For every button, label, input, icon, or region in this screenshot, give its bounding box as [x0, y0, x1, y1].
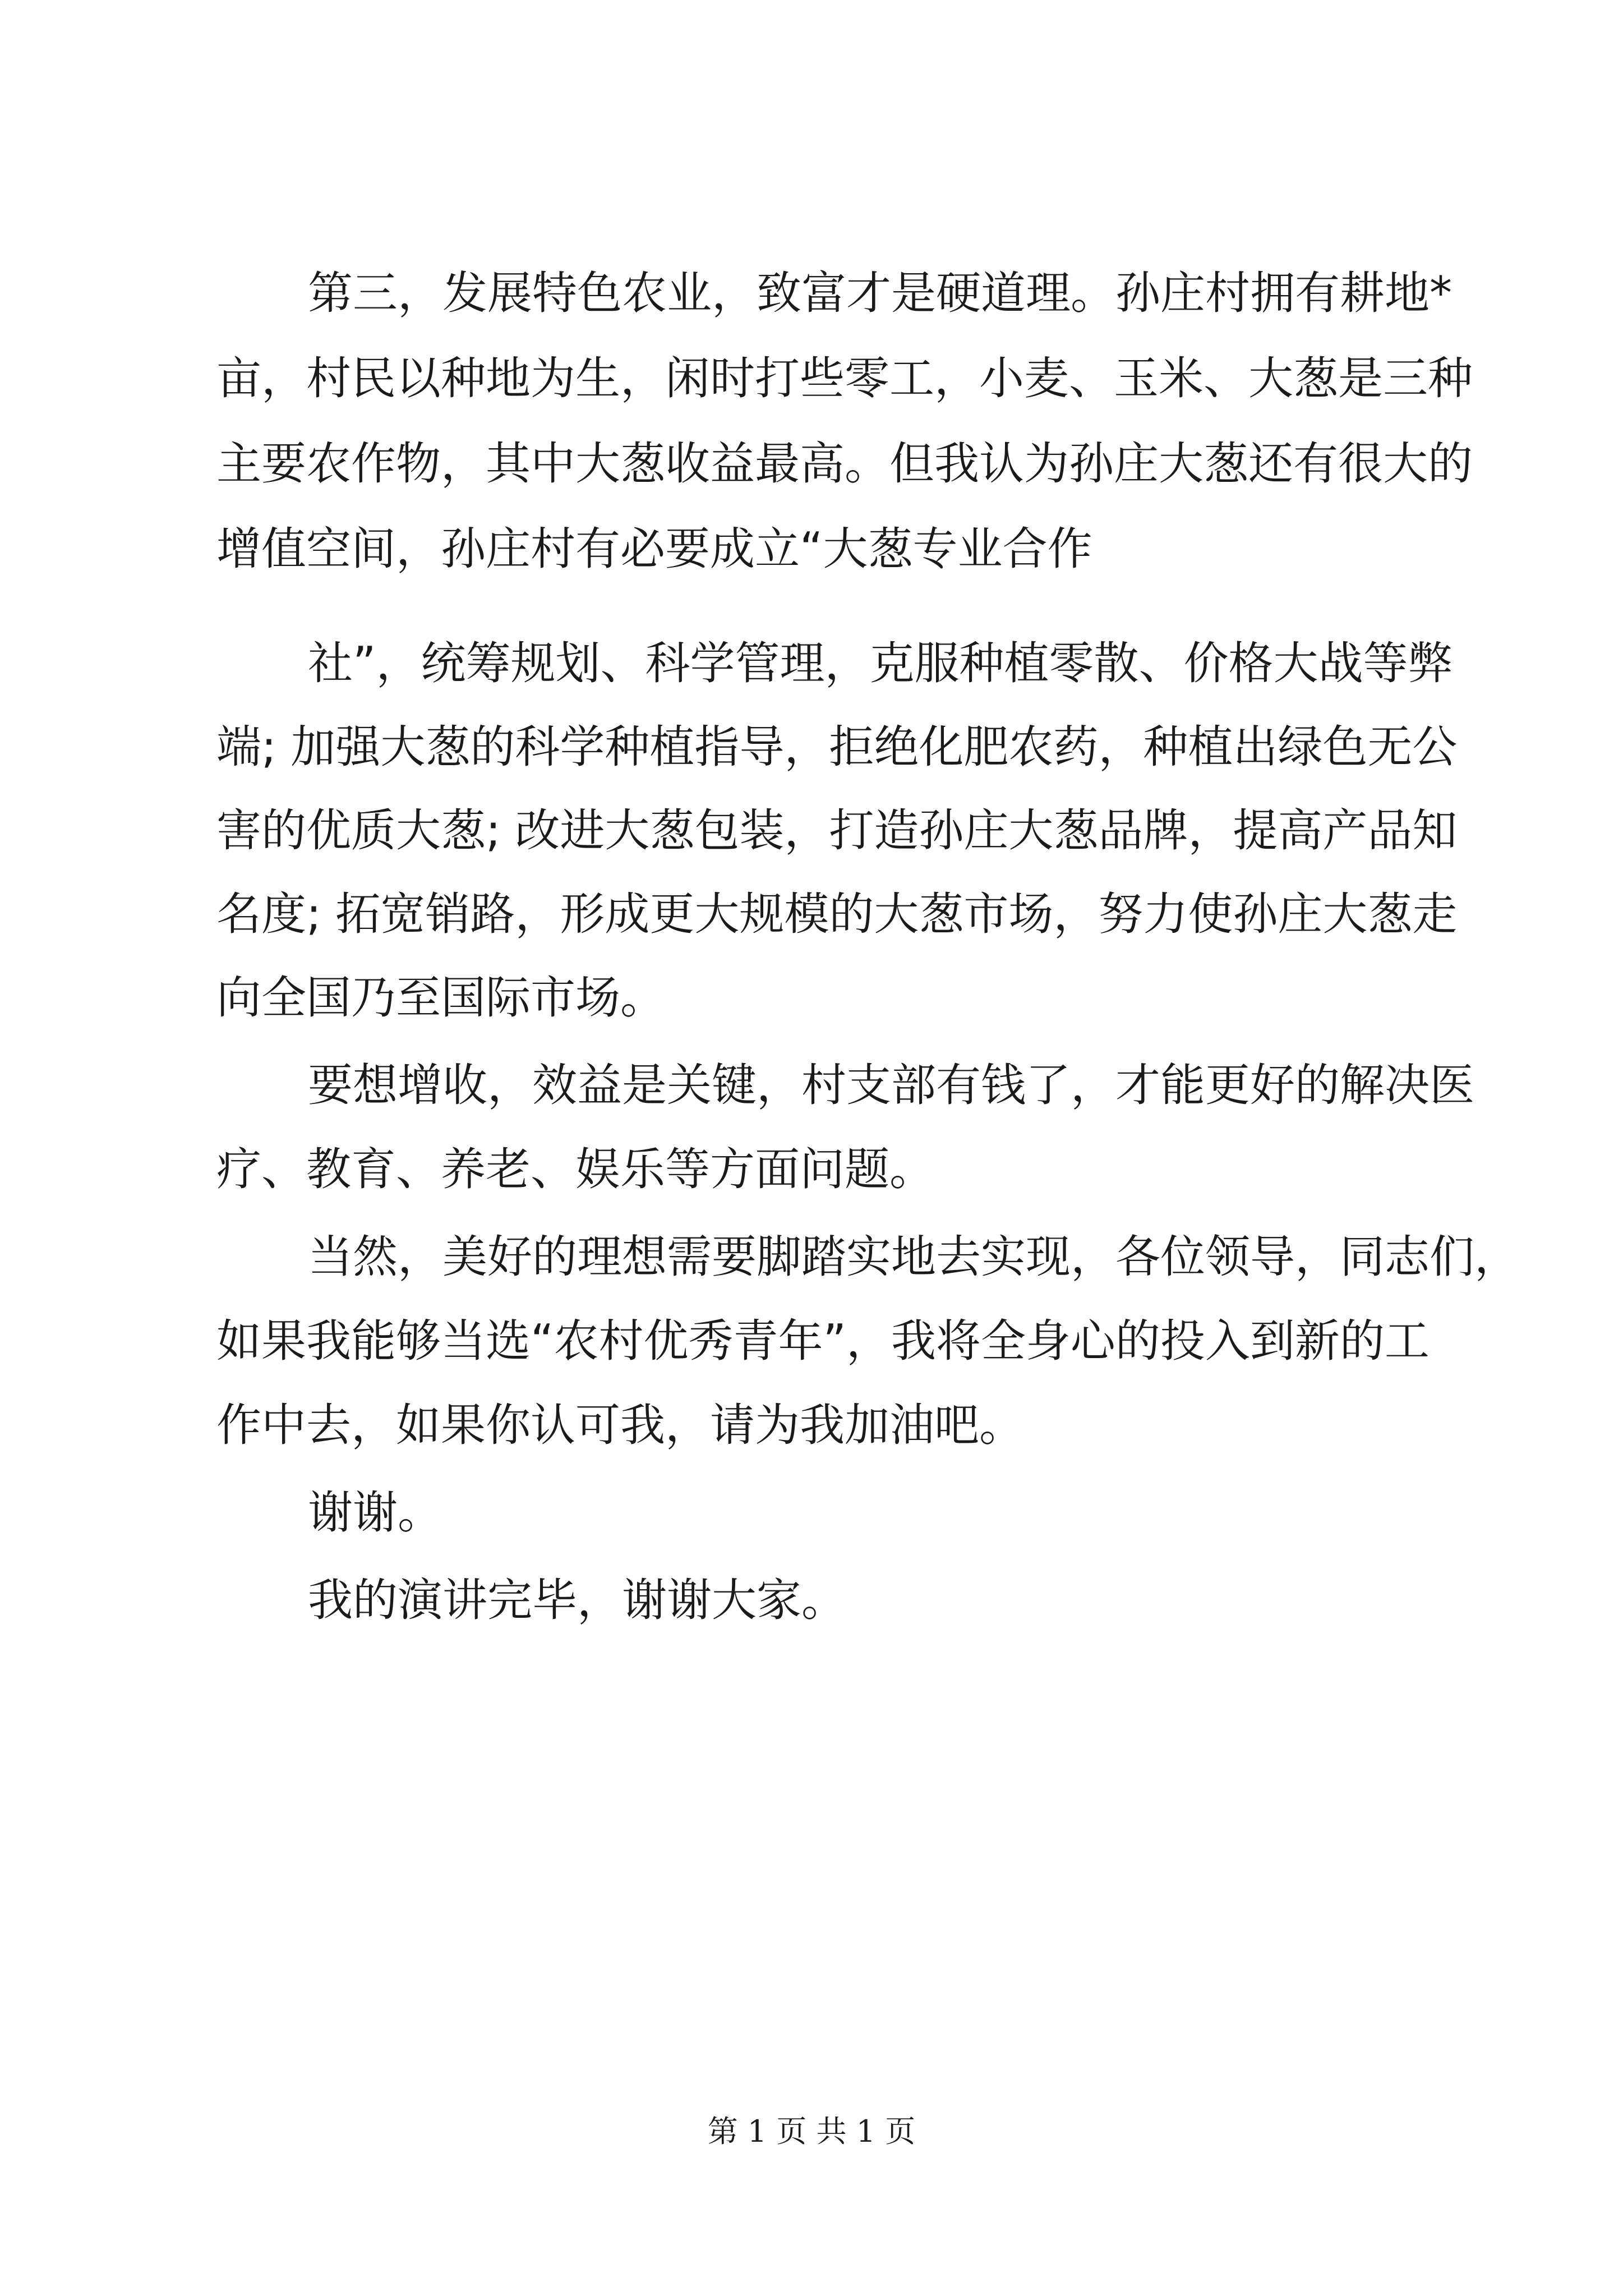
paragraph-line: 端; 加强大葱的科学种植指导，拒绝化肥农药，种植出绿色无公	[216, 721, 1458, 773]
paragraph-line: 如果我能够当选“农村优秀青年”，我将全身心的投入到新的工	[216, 1315, 1430, 1367]
paragraph-line: 作中去，如果你认可我，请为我加油吧。	[216, 1399, 1024, 1451]
paragraph-line: 要想增收，效益是关键，村支部有钱了，才能更好的解决医	[308, 1059, 1474, 1111]
paragraph-line: 增值空间，孙庄村有必要成立“大葱专业合作	[216, 523, 1092, 575]
page-number-footer: 第 1 页 共 1 页	[707, 2114, 916, 2149]
paragraph-line: 社”，统筹规划、科学管理，克服种植零散、价格大战等弊	[308, 637, 1453, 689]
paragraph-line: 谢谢。	[308, 1487, 442, 1539]
paragraph-line: 亩，村民以种地为生，闲时打些零工，小麦、玉米、大葱是三种	[216, 352, 1473, 404]
paragraph-line: 向全国乃至国际市场。	[216, 972, 665, 1024]
paragraph-line: 名度; 拓宽销路，形成更大规模的大葱市场，努力使孙庄大葱走	[216, 888, 1458, 940]
paragraph-line: 疗、教育、养老、娱乐等方面问题。	[216, 1143, 934, 1195]
paragraph-line: 第三，发展特色农业，致富才是硬道理。孙庄村拥有耕地*	[308, 267, 1452, 319]
paragraph-line: 当然，美好的理想需要脚踏实地去实现，各位领导，同志们，	[308, 1231, 1519, 1283]
paragraph-line: 害的优质大葱; 改进大葱包装，打造孙庄大葱品牌，提高产品知	[216, 804, 1458, 857]
paragraph-line: 我的演讲完毕，谢谢大家。	[308, 1574, 846, 1626]
paragraph-line: 主要农作物，其中大葱收益最高。但我认为孙庄大葱还有很大的	[216, 438, 1473, 490]
